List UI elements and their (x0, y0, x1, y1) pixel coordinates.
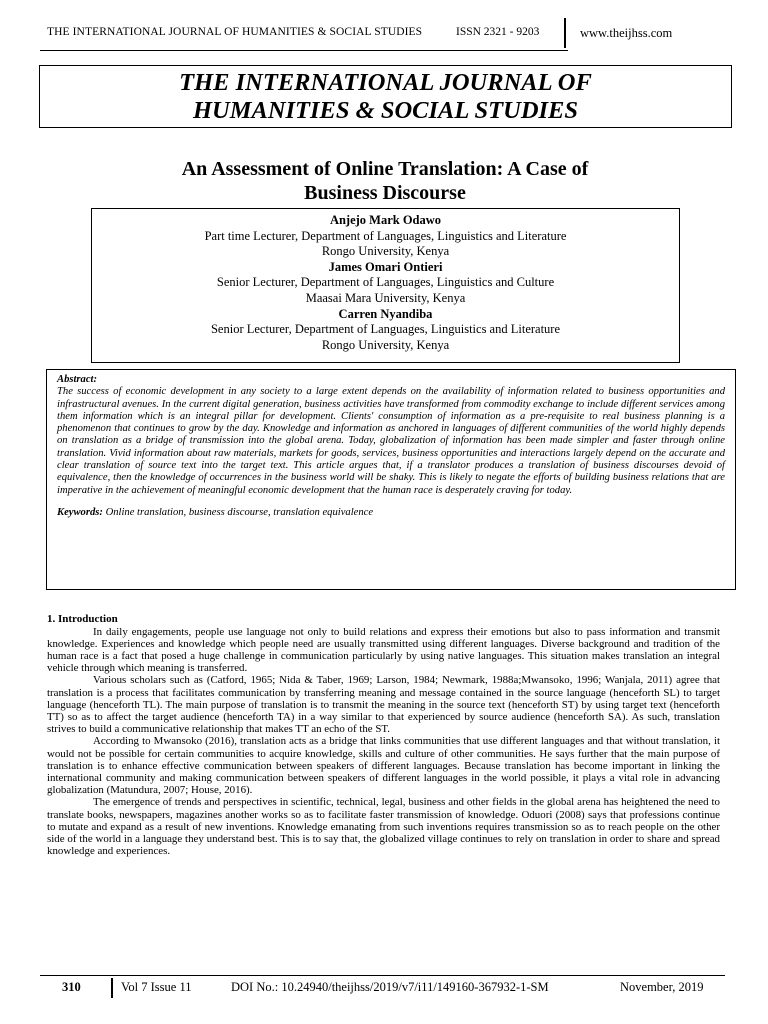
body-paragraph: According to Mwansoko (2016), translation acts as a bridge that links communities that use different languages and that without translation, it would not be possible for certain communities to acquire knowledge, skills and culture of other communities. He says further that the main purpose of translation is to enhance effective communication between speakers of different languages. Because translation has become important in linking the international community and making communication between speakers of different languages in the world possible, it plays a vital role in advancing globalization (Matundura, 2007; House, 2016). (47, 735, 720, 797)
journal-title-line-2: HUMANITIES & SOCIAL STUDIES (192, 97, 579, 124)
header-issn: ISSN 2321 - 9203 (456, 26, 540, 38)
footer-divider (111, 978, 113, 998)
header-website: www.theijhss.com (580, 26, 673, 40)
paper-title (100, 157, 670, 205)
abstract-text: The success of economic development in any society to a large extent depends on the availability of information related to business opportunities and infrastructural avenues. In the current digital generation, business activities have transformed from commodity exchange to include different services among them information which is an integral pillar for development. Clients' consumption of information as a pre-requisite to real business planning is a phenomenon that continues to grow by the day. Knowledge and information as anchored in languages of different communities of the world highly depends on translation as a bridge of transmission into the global arena. Today, globalization of information has been made simpler and faster through online translation. Vivid information about raw materials, markets for goods, services, business opportunities and interactions largely depend on the accurate and clear translation of source text into the target text. This article argues that, if a translator produces a translation of business discourses devoid of equivalence, then the knowledge of occurrences in the business world will be shaky. This is likely to negate the efforts of building business relations that are imperative in the achievement of meaningful economic development that the human race is desperately craving for today. (57, 386, 725, 496)
running-footer (0, 978, 768, 1000)
author-name: Carren Nyandiba (338, 306, 433, 321)
author-name: James Omari Ontieri (328, 259, 443, 274)
abstract-box (46, 369, 736, 590)
paper-title-line-2: Business Discourse (304, 182, 466, 204)
keywords-label: Keywords: (57, 506, 103, 518)
volume-issue: Vol 7 Issue 11 (121, 980, 192, 994)
page-number: 310 (62, 980, 81, 994)
body-paragraph: In daily engagements, people use language not only to build relations and express their emotions but also to pass information and transmit knowledge. Experiences and knowledge which people need are usually transmitted using different languages. Diverse background and tradition of the human race is a fact that posed a huge challenge in communication particularly by using native languages. This situation makes translation an integral vehicle through which meaning is transferred. (47, 625, 720, 675)
header-journal-name: THE INTERNATIONAL JOURNAL OF HUMANITIES & SOCIAL STUDIES (47, 26, 423, 38)
body-paragraph: Various scholars such as (Catford, 1965; Nida & Taber, 1969; Larson, 1984; Newmark, 1988a;Mwansoko, 1996; Wanjala, 2011) agree that translation is a process that facilitates communication by transferring meaning and message contained in the source language (henceforth SL) to target language (henceforth TL). The main purpose of translation is to transmit the meaning in the source text (henceforth ST) by using target text (henceforth TT) so as to affect the target audience (henceforth TA) in a way similar to that experienced by source audience (henceforth SA). As such, translation strives to build a communicative relationship that makes TT an echo of the ST. (47, 674, 720, 736)
footer-rule (40, 975, 725, 976)
author-position: Senior Lecturer, Department of Languages, Linguistics and Culture (216, 275, 555, 290)
body-paragraph: The emergence of trends and perspectives in scientific, technical, legal, business and other fields in the global arena has heightened the need to translate books, newspapers, magazines another works so as to facilitate faster transmission of knowledge. Oduori (2008) says that professions continue to mutate and expand as a result of new inventions. Knowledge emanating from such inventions requires transmission so as to reach people on the other side of the world in a language they understand best. This is to say that, the globalized village continues to rely on translation in order to share and spread knowledge and experiences. (47, 796, 720, 858)
author-institution: Rongo University, Kenya (321, 244, 450, 259)
running-header (0, 0, 768, 52)
header-rule (40, 50, 568, 51)
keywords-line (57, 507, 725, 519)
author-institution: Maasai Mara University, Kenya (305, 290, 466, 305)
author-institution: Rongo University, Kenya (321, 337, 450, 352)
publication-date: November, 2019 (620, 980, 704, 994)
journal-title-line-1: THE INTERNATIONAL JOURNAL OF (179, 69, 592, 96)
introduction-section (47, 613, 720, 857)
author-name: Anjejo Mark Odawo (329, 213, 442, 227)
author-box (91, 208, 680, 363)
abstract-label: Abstract: (57, 374, 98, 385)
header-divider (564, 18, 566, 48)
keywords-text: Online translation, business discourse, translation equivalence (105, 506, 374, 518)
doi: DOI No.: 10.24940/theijhss/2019/v7/i11/149160-367932-1-SM (231, 980, 549, 994)
author-position: Senior Lecturer, Department of Languages, Linguistics and Literature (210, 322, 561, 337)
paper-title-line-1: An Assessment of Online Translation: A Case of (181, 158, 589, 180)
journal-title-box (39, 65, 732, 128)
section-heading: 1. Introduction (47, 613, 118, 625)
author-position: Part time Lecturer, Department of Languages, Linguistics and Literature (204, 228, 567, 243)
